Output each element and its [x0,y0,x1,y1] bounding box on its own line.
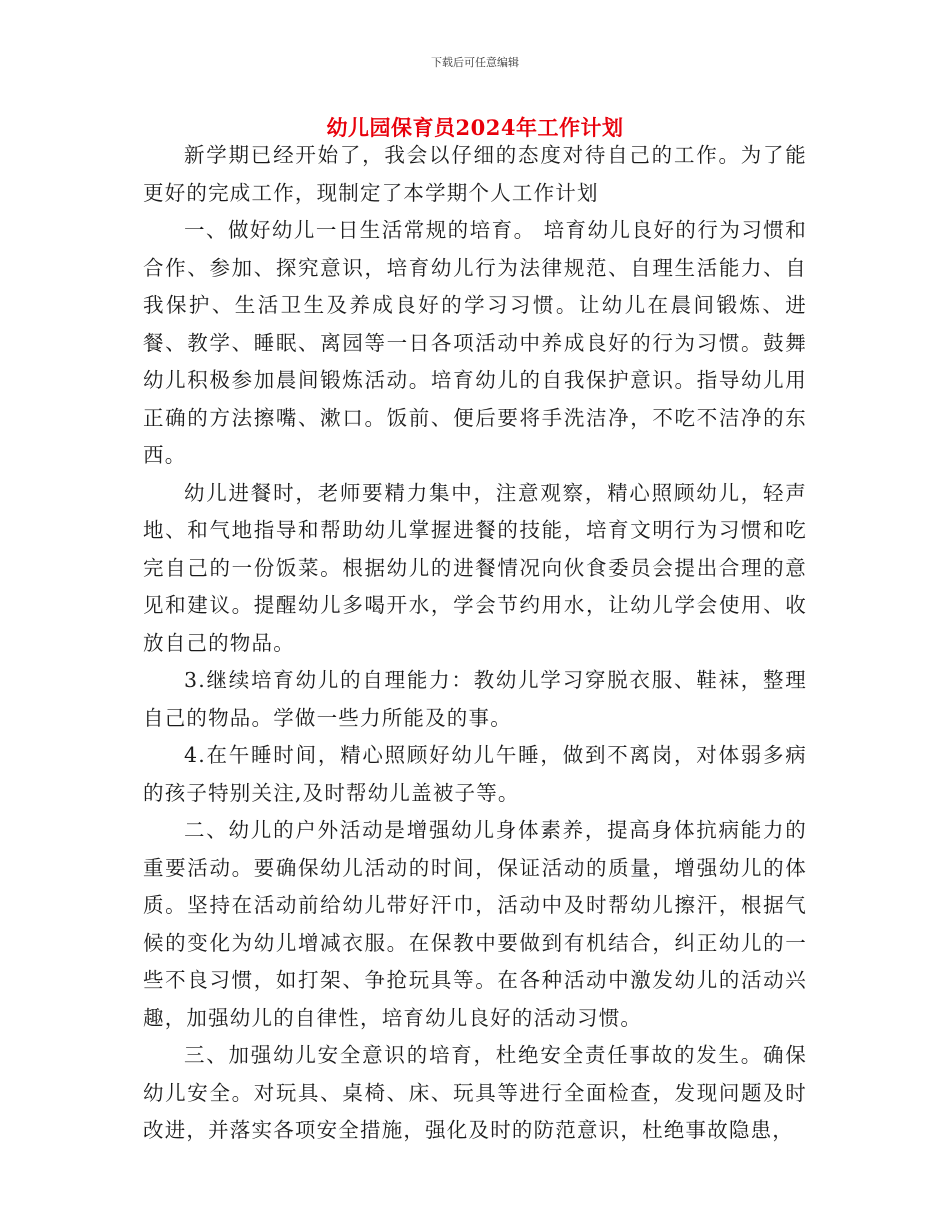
header-note: 下载后可任意编辑 [431,56,519,69]
document-body [143,137,807,1150]
paragraph: 3.继续培育幼儿的自理能力：教幼儿学习穿脱衣服、鞋袜，整理自己的物品。学做一些力所能及的事。 [143,668,807,730]
paragraph: 二、幼儿的户外活动是增强幼儿身体素养，提高身体抗病能力的重要活动。要确保幼儿活动的时间，保证活动的质量，增强幼儿的体质。坚持在活动前给幼儿带好汗巾，活动中及时帮幼儿擦汗，根据气候的变化为幼儿增减衣服。在保教中要做到有机结合，纠正幼儿的一些不良习惯，如打架、争抢玩具等。在各种活动中激发幼儿的活动兴趣，加强幼儿的自律性，培育幼儿良好的活动习惯。 [143,818,807,1030]
paragraph: 幼儿进餐时，老师要精力集中，注意观察，精心照顾幼儿，轻声地、和气地指导和帮助幼儿掌握进餐的技能，培育文明行为习惯和吃完自己的一份饭菜。根据幼儿的进餐情况向伙食委员会提出合理的意见和建议。提醒幼儿多喝开水，学会节约用水，让幼儿学会使用、收放自己的物品。 [143,480,807,655]
paragraph: 三、加强幼儿安全意识的培育，杜绝安全责任事故的发生。确保幼儿安全。对玩具、桌椅、床、玩具等进行全面检查，发现问题及时改进，并落实各项安全措施，强化及时的防范意识，杜绝事故隐患， [143,1043,807,1142]
document-title: 幼儿园保育员2024年工作计划 [326,115,624,140]
paragraph: 一、做好幼儿一日生活常规的培育。 培育幼儿良好的行为习惯和合作、参加、探究意识，培育幼儿行为法律规范、自理生活能力、自我保护、生活卫生及养成良好的学习习惯。让幼儿在晨间锻炼、进餐、教学、睡眠、离园等一日各项活动中养成良好的行为习惯。鼓舞幼儿积极参加晨间锻炼活动。培育幼儿的自我保护意识。指导幼儿用正确的方法擦嘴、漱口。饭前、便后要将手洗洁净，不吃不洁净的东西。 [143,218,807,467]
paragraph: 新学期已经开始了，我会以仔细的态度对待自己的工作。为了能更好的完成工作，现制定了本学期个人工作计划 [143,143,807,205]
paragraph: 4.在午睡时间，精心照顾好幼儿午睡，做到不离岗，对体弱多病的孩子特别关注,及时帮幼儿盖被子等。 [143,743,807,805]
